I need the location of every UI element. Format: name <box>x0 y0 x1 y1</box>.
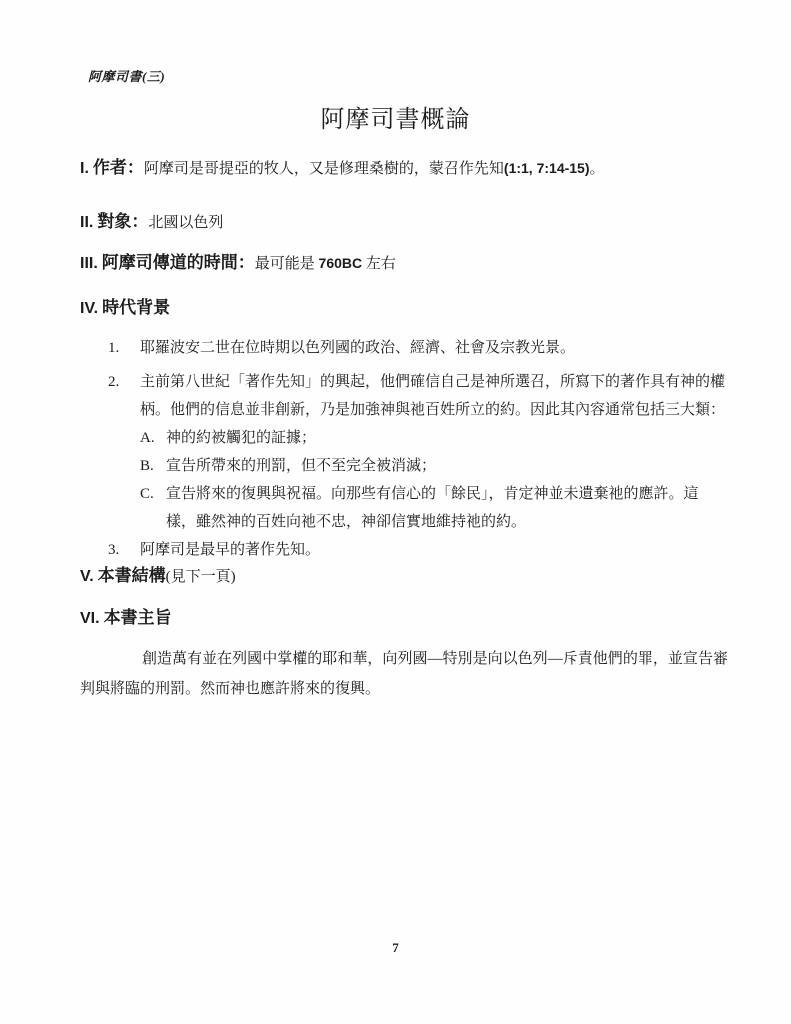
section-author <box>80 156 728 181</box>
list-item-text: 主前第八世紀「著作先知」的興起，他們確信自己是神所選召，所寫下的著作具有神的權柄。他們的信息並非創新，乃是加強神與祂百姓所立的約。因此其內容通常包括三大類： <box>140 374 726 418</box>
section-background <box>80 296 728 321</box>
section-date <box>80 251 728 276</box>
sublist-item-text: 宣告將來的復興與祝福。向那些有信心的「餘民」，肯定神並未遺棄祂的應許。這樣，雖然神的百姓向祂不忠，神卻信實地維持祂的約。 <box>166 486 699 530</box>
sublist-marker: C. <box>140 486 154 502</box>
section-numeral: IV. <box>80 300 99 317</box>
list-item <box>80 334 728 362</box>
section-numeral: II. <box>80 214 94 231</box>
section-numeral: I. <box>80 160 89 177</box>
list-item <box>80 536 728 564</box>
section-heading-note: (見下一頁) <box>165 569 236 585</box>
section-heading: 作者： <box>92 158 144 177</box>
section-heading: 本書主旨 <box>103 608 172 627</box>
section-body: 最可能是 <box>254 256 319 272</box>
section-heading: 對象： <box>97 212 149 231</box>
document-content <box>80 0 728 704</box>
theme-paragraph: 創造萬有並在列國中掌權的耶和華，向列國—特別是向以色列—斥責他們的罪，並宣告審判與將臨的刑罰。然而神也應許將來的復興。 <box>80 651 728 697</box>
background-list <box>80 334 728 564</box>
section-theme <box>80 606 728 631</box>
sublist-item-text: 神的約被觸犯的証據； <box>166 430 317 446</box>
list-marker: 1. <box>108 340 120 356</box>
scripture-reference: (1:1, 7:14-15) <box>503 160 590 176</box>
section-heading: 時代背景 <box>102 298 171 317</box>
section-numeral: V. <box>80 568 94 585</box>
list-marker: 3. <box>108 542 120 558</box>
page-title: 阿摩司書概論 <box>320 107 471 133</box>
list-item-text: 阿摩司是最早的著作先知。 <box>140 542 321 558</box>
section-heading: 阿摩司傳道的時間： <box>101 253 255 272</box>
sublist-item <box>80 480 728 536</box>
section-structure <box>80 564 728 589</box>
section-body-tail: 左右 <box>362 256 396 272</box>
list-item-text: 耶羅波安二世在位時期以色列國的政治、經濟、社會及宗教光景。 <box>140 340 576 356</box>
sublist-marker: B. <box>140 458 154 474</box>
section-body-tail: 。 <box>589 161 605 177</box>
page-number: 7 <box>392 940 399 955</box>
running-header: 阿摩司書(三) <box>88 69 166 84</box>
section-body: 阿摩司是哥提亞的牧人，又是修理桑樹的，蒙召作先知 <box>143 161 504 177</box>
list-item <box>80 368 728 424</box>
sublist-item-text: 宣告所帶來的刑罰，但不至完全被消滅； <box>166 458 437 474</box>
section-numeral: III. <box>80 255 98 272</box>
sublist-marker: A. <box>140 430 155 446</box>
section-heading: 本書結構 <box>97 566 166 585</box>
sublist-item <box>80 424 728 452</box>
date-value: 760BC <box>318 255 363 271</box>
section-body: 北國以色列 <box>148 215 224 231</box>
sublist-item <box>80 452 728 480</box>
list-marker: 2. <box>108 374 120 390</box>
section-numeral: VI. <box>80 610 100 627</box>
section-audience <box>80 210 728 235</box>
